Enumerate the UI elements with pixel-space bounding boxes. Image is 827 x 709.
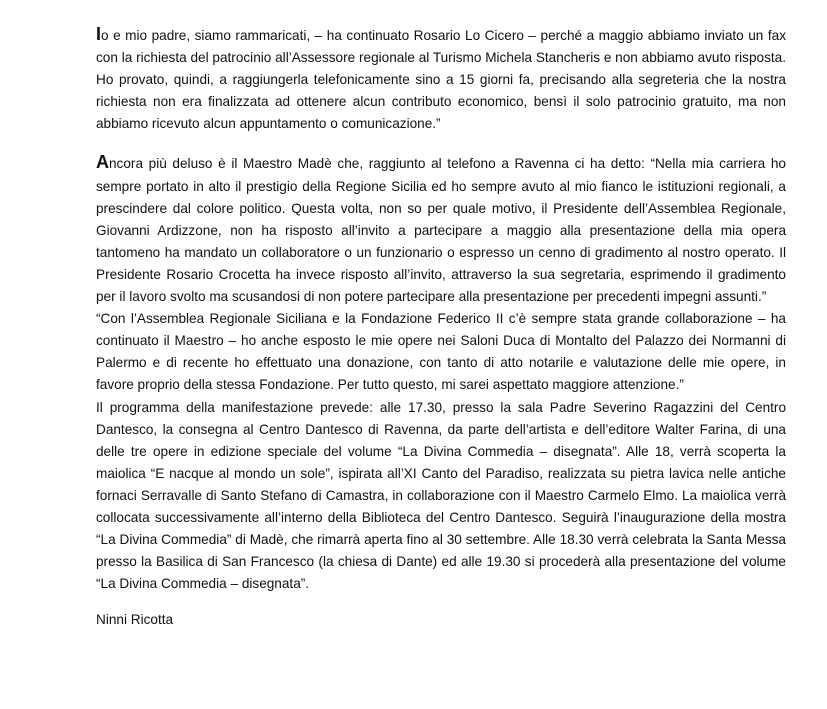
paragraph-text: ncora più deluso è il Maestro Madè che, raggiunto al telefono a Ravenna ci ha detto: “Nella mia carriera ho sempre portato in alto il prestigio della Regione Sicilia ed ho sempre avuto al mio fianco le istituzioni regionali, a prescindere dal colore politico. Questa volta, non so per quale motivo, il Presidente dell’Assemblea Regionale, Giovanni Ardizzone, non ha risposto all’invito a partecipare a maggio alla presentazione della mia opera tantomeno ha mandato un collaboratore o un funzionario o espresso un cenno di gradimento al nostro operato. Il Presidente Rosario Crocetta ha invece risposto all’invito, attraverso la sua segretaria, esprimendo il gradimento per il lavoro svolto ma scusandosi di non potere partecipare alla presentazione per precedenti impegni assunti.” — [96, 156, 786, 305]
paragraph-made — [96, 153, 786, 308]
paragraph-text: o e mio padre, siamo rammaricati, – ha continuato Rosario Lo Cicero – perché a maggio abbiamo inviato un fax con la richiesta del patrocinio all’Assessore regionale al Turismo Michela Stancheris e non abbiamo avuto risposta. Ho provato, quindi, a raggiungerla telefonicamente sino a 15 giorni fa, precisando alla segreteria che la nostra richiesta non era finalizzata ad ottenere alcun contributo economico, bensì il solo patrocinio gratuito, ma non abbiamo ricevuto alcun appuntamento o comunicazione.” — [96, 28, 786, 132]
paragraph-lo-cicero — [96, 25, 786, 135]
drop-letter: I — [96, 24, 102, 44]
author-signature: Ninni Ricotta — [96, 612, 174, 628]
paragraph-programma: Il programma della manifestazione prevede: alle 17.30, presso la sala Padre Severino Ragazzini del Centro Dantesco, la consegna al Centro Dantesco di Ravenna, da parte dell’artista e dell’editore Walter Farina, di una delle tre opere in edizione speciale del volume “La Divina Commedia – disegnata”. Alle 18, verrà scoperta la maiolica “E nacque al mondo un sole”, ispirata all’XI Canto del Paradiso, realizzata su pietra lavica nelle antiche fornaci Serravalle di Santo Stefano di Camastra, in collaborazione con il Maestro Carmelo Elmo. La maiolica verrà collocata successivamente all’interno della Biblioteca del Centro Dantesco. Seguirà l’inaugurazione della mostra “La Divina Commedia” di Madè, che rimarrà aperta fino al 30 settembre. Alle 18.30 verrà celebrata la Santa Messa presso la Basilica di San Francesco (la chiesa di Dante) ed alle 19.30 si procederà alla presentazione del volume “La Divina Commedia – disegnata”. — [96, 399, 786, 592]
paragraph-assemblea: “Con l’Assemblea Regionale Siciliana e la Fondazione Federico II c’è sempre stata grande collaborazione – ha continuato il Maestro – ho anche esposto le mie opere nei Saloni Duca di Montalto del Palazzo dei Normanni di Palermo e di recente ho effettuato una donazione, con tanto di atto notarile e valutazione delle mie opere, in favore proprio della stessa Fondazione. Per tutto questo, mi sarei aspettato maggiore attenzione.” — [96, 311, 786, 393]
document-page — [96, 25, 786, 631]
drop-letter: A — [96, 152, 109, 173]
